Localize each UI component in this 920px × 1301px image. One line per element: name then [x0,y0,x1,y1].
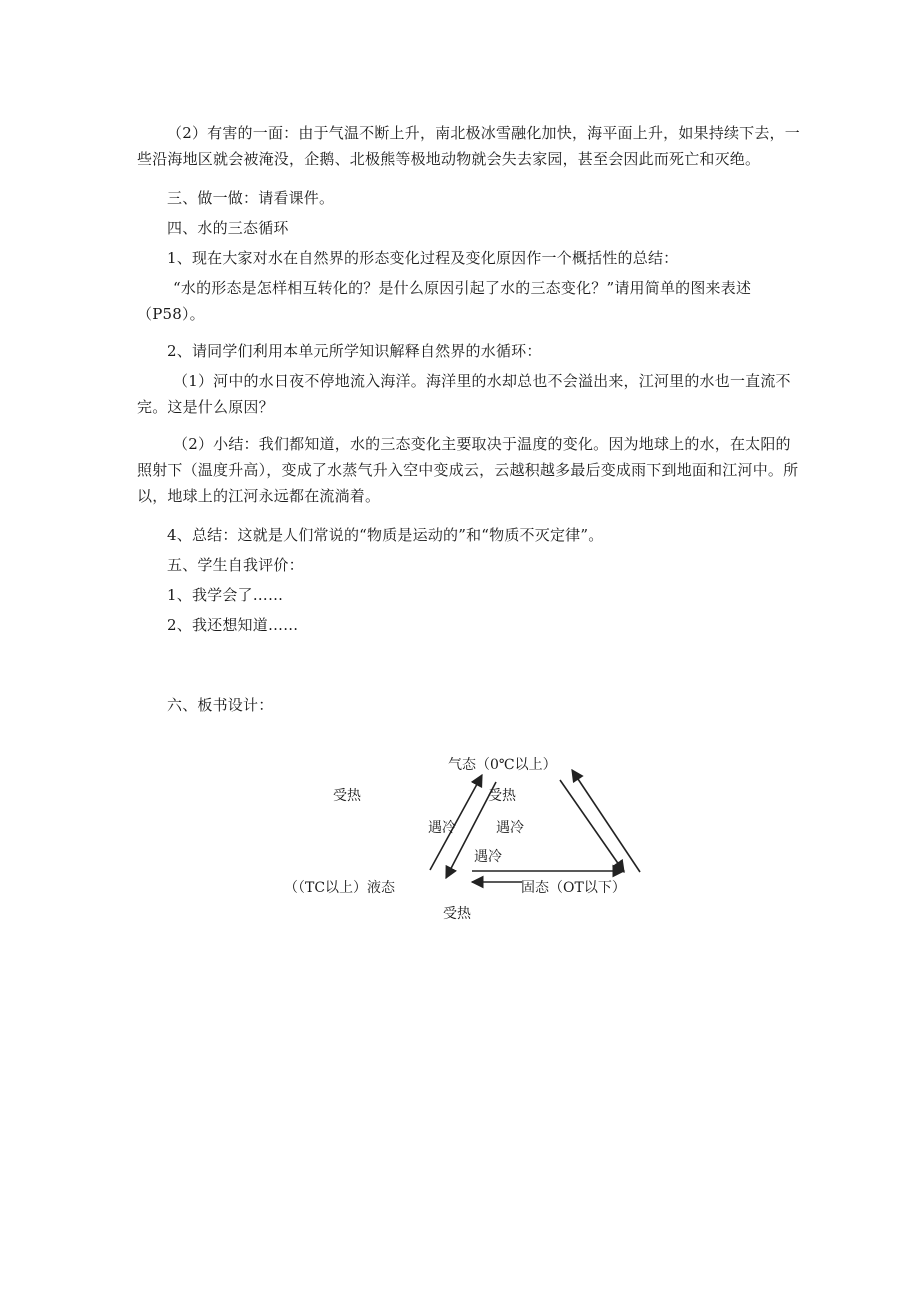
paragraph-final-summary: 4、总结：这就是人们常说的“物质是运动的”和“物质不灭定律”。 [167,526,604,544]
label-cool-inner: 遇冷 [474,849,502,865]
heading-water-cycle: 四、水的三态循环 [167,219,289,237]
arrow-solid-to-gas [572,770,640,872]
label-gas-state: 气态（0℃以上） [448,757,557,773]
label-solid-state: 固态（OT以下） [521,880,626,896]
paragraph-conclusion: （2）小结：我们都知道，水的三态变化主要取决于温度的变化。因为地球上的水，在太阳的照射下（温度升高），变成了水蒸气升入空中变成云，云越积越多最后变成雨下到地面和江河中。所以，地球上的江河永远都在流淌着。 [137,435,799,505]
label-cool-mid: 遇冷 [496,820,524,836]
paragraph-river-question: （1）河中的水日夜不停地流入海洋。海洋里的水却总也不会溢出来，江河里的水也一直流不完。这是什么原因？ [137,372,791,416]
label-heat-left: 受热 [333,788,361,804]
arrow-gas-to-solid [560,780,624,872]
label-liquid-state: （（TC以上）液态 [284,880,396,896]
paragraph-summary-intro: 1、现在大家对水在自然界的形态变化过程及变化原因作一个概括性的总结： [167,249,679,267]
heading-self-evaluation: 五、学生自我评价： [167,556,304,574]
list-item-learned: 1、我学会了…… [167,586,284,604]
paragraph-explain-cycle: 2、请同学们利用本单元所学知识解释自然界的水循环： [167,342,542,360]
paragraph-question: “水的形态是怎样相互转化的？是什么原因引起了水的三态变化？”请用简单的图来表述（P58）。 [137,279,752,323]
list-item-want-to-know: 2、我还想知道…… [167,616,299,634]
label-heat-bottom: 受热 [443,906,471,922]
paragraph-harmful-side: （2）有害的一面：由于气温不断上升，南北极冰雪融化加快，海平面上升，如果持续下去，一些沿海地区就会被淹没，企鹅、北极熊等极地动物就会失去家园，甚至会因此而死亡和灭绝。 [137,124,800,168]
paragraph-do-it: 三、做一做：请看课件。 [167,189,335,207]
label-heat-top: 受热 [488,788,516,804]
heading-board-design: 六、板书设计： [167,696,274,714]
label-cool-left: 遇冷 [428,820,456,836]
